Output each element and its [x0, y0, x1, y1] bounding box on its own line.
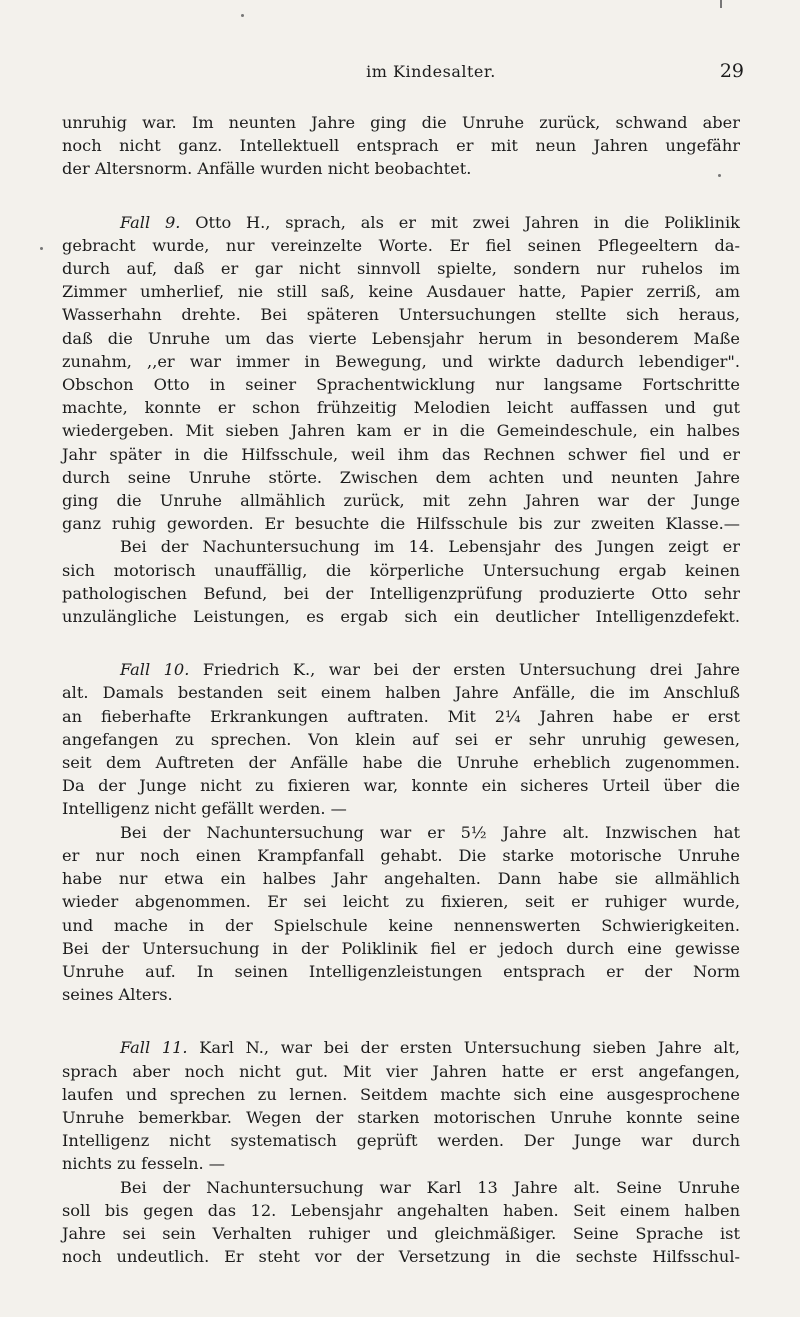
text-line: wiedergeben. Mit sieben Jahren kam er in die Gemeindeschule, ein halbes — [62, 421, 740, 441]
text-line: Bei der Untersuchung in der Poliklinik fiel er jedoch durch eine gewisse — [62, 938, 740, 958]
case-label: Fall 11. — [120, 1038, 188, 1058]
text-line: Bei der Nachuntersuchung im 14. Lebensjahr des Jungen zeigt er — [120, 537, 740, 557]
case-first-line — [62, 658, 740, 681]
text-line: alt. Damals bestanden seit einem halben Jahre Anfälle, die im Anschluß — [62, 683, 740, 703]
text-line: nichts zu fesseln. — — [62, 1154, 225, 1174]
text-line: gebracht wurde, nur vereinzelte Worte. Er fiel seinen Pflegeeltern da- — [62, 235, 740, 255]
text-line: soll bis gegen das 12. Lebensjahr angehalten haben. Seit einem halben — [62, 1200, 740, 1220]
case-fall-9 — [62, 211, 740, 629]
text-line: Jahre sei sein Verhalten ruhiger und gleichmäßiger. Seine Sprache ist — [62, 1223, 740, 1243]
text-line: laufen und sprechen zu lernen. Seitdem machte sich eine ausgesprochene — [62, 1084, 740, 1104]
text-line: Da der Junge nicht zu fixieren war, konnte ein sicheres Urteil über die — [62, 776, 740, 796]
text-line: unzulängliche Leistungen, es ergab sich ein deutlicher Intelligenzdefekt. — [62, 607, 740, 627]
text-line: der Altersnorm. Anfälle wurden nicht beobachtet. — [62, 159, 472, 179]
text-line: ging die Unruhe allmählich zurück, mit zehn Jahren war der Junge — [62, 491, 740, 511]
case-label: Fall 9. — [120, 212, 181, 232]
text-line: Bei der Nachuntersuchung war er 5½ Jahre alt. Inzwischen hat — [120, 822, 740, 842]
text-line: machte, konnte er schon frühzeitig Melodien leicht auffassen und gut — [62, 398, 740, 418]
text-line: durch auf, daß er gar nicht sinnvoll spielte, sondern nur ruhelos im — [62, 259, 740, 279]
text-line: sprach aber noch nicht gut. Mit vier Jahren hatte er erst angefangen, — [62, 1061, 740, 1081]
text-line: Wasserhahn drehte. Bei späteren Untersuchungen stellte sich heraus, — [62, 305, 740, 325]
text-line: Intelligenz nicht gefällt werden. — — [62, 799, 347, 819]
case-first-line-text: Karl N., war bei der ersten Untersuchung sieben Jahre alt, — [199, 1038, 740, 1058]
text-line: er nur noch einen Krampfanfall gehabt. Die starke motorische Unruhe — [62, 845, 740, 865]
text-line: unruhig war. Im neunten Jahre ging die Unruhe zurück, schwand aber — [62, 113, 740, 132]
text-line: Unruhe auf. In seinen Intelligenzleistungen entsprach er der Norm — [62, 961, 740, 981]
text-line: Bei der Nachuntersuchung war Karl 13 Jahre alt. Seine Unruhe — [120, 1177, 740, 1197]
text-line: angefangen zu sprechen. Von klein auf sei er sehr unruhig gewesen, — [62, 729, 740, 749]
text-line: Intelligenz nicht systematisch geprüft werden. Der Junge war durch — [62, 1131, 740, 1151]
case-first-line-text: Otto H., sprach, als er mit zwei Jahren in die Poliklinik — [195, 212, 740, 232]
text-line: pathologischen Befund, bei der Intelligenzprüfung produzierte Otto sehr — [62, 583, 740, 603]
case-first-line-text: Friedrich K., war bei der ersten Untersuchung drei Jahre — [202, 660, 740, 680]
text-line: Jahr später in die Hilfsschule, weil ihm das Rechnen schwer fiel und er — [62, 444, 740, 464]
text-line: habe nur etwa ein halbes Jahr angehalten. Dann habe sie allmählich — [62, 869, 740, 889]
text-line: daß die Unruhe um das vierte Lebensjahr herum in besonderem Maße — [62, 328, 740, 348]
body-text — [62, 111, 740, 1268]
text-line: ganz ruhig geworden. Er besuchte die Hilfsschule bis zur zweiten Klasse.— — [62, 514, 740, 534]
text-line: durch seine Unruhe störte. Zwischen dem achten und neunten Jahre — [62, 467, 740, 487]
paragraph-gap — [62, 1006, 740, 1036]
text-line: sich motorisch unauffällig, die körperliche Untersuchung ergab keinen — [62, 560, 740, 580]
running-head — [62, 60, 744, 90]
print-speck — [718, 174, 721, 177]
margin-tick-mark — [720, 0, 722, 8]
text-line: Obschon Otto in seiner Sprachentwicklung nur langsame Fortschritte — [62, 375, 740, 395]
case-first-line — [62, 211, 740, 234]
case-fall-10 — [62, 658, 740, 1006]
case-label: Fall 10. — [120, 660, 190, 680]
paragraph-continuation — [62, 111, 740, 181]
text-line: seit dem Auftreten der Anfälle habe die Unruhe erheblich zugenommen. — [62, 753, 740, 773]
running-title: im Kindesalter. — [366, 62, 496, 81]
text-line: noch nicht ganz. Intellektuell entsprach er mit neun Jahren ungefähr — [62, 136, 740, 156]
text-line: Zimmer umherlief, nie still saß, keine Ausdauer hatte, Papier zerriß, am — [62, 282, 740, 302]
text-line: und mache in der Spielschule keine nennenswerten Schwierigkeiten. — [62, 915, 740, 935]
print-speck — [40, 247, 43, 250]
case-first-line — [62, 1036, 740, 1059]
text-line: Unruhe bemerkbar. Wegen der starken motorischen Unruhe konnte seine — [62, 1107, 740, 1127]
text-line: seines Alters. — [62, 985, 173, 1005]
text-line: wieder abgenommen. Er sei leicht zu fixieren, seit er ruhiger wurde, — [62, 892, 740, 912]
paragraph-gap — [62, 181, 740, 211]
page-number: 29 — [719, 60, 744, 82]
text-line: an fieberhafte Erkrankungen auftraten. Mit 2¼ Jahren habe er erst — [62, 706, 740, 726]
text-line: zunahm, ,,er war immer in Bewegung, und wirkte dadurch lebendiger". — [62, 351, 740, 371]
paragraph-gap — [62, 628, 740, 658]
text-line: noch undeutlich. Er steht vor der Versetzung in die sechste Hilfsschul- — [62, 1247, 740, 1267]
print-speck — [241, 14, 244, 17]
case-fall-11 — [62, 1036, 740, 1268]
